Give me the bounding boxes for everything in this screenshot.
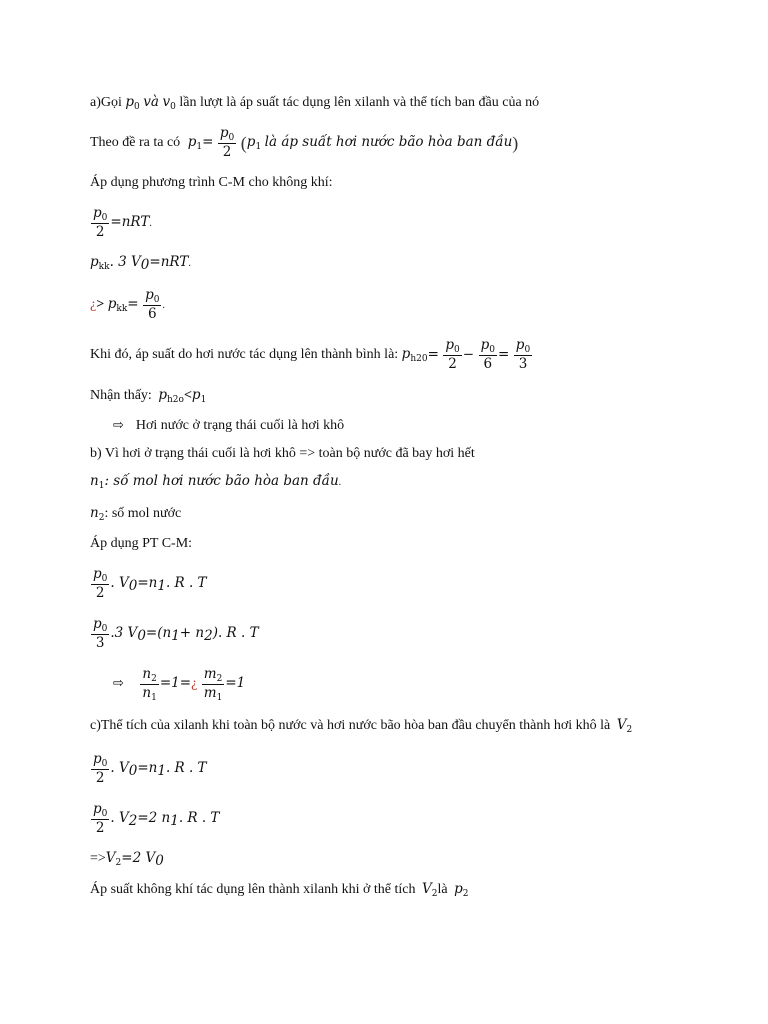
p1-description: là áp suất hơi nước bão hòa ban đầu xyxy=(264,134,513,151)
equation-c1: $\frac{p_0}{2}$ . $V_0=n_1$. R . T xyxy=(93,751,207,786)
equation-p0-half-nrt: $\frac{p_0}{2}$ =nRT. xyxy=(93,205,152,240)
vapor-pressure-line: Khi đó, áp suất do hơi nước tác dụng lên thành bình là: $p_{h20}=$ $\frac{p_0}{2}$ − $\frac{p_0}{6}$ = $\frac{p_0}{3}$ xyxy=(90,337,531,372)
equals-sign: = xyxy=(202,134,214,151)
arrow-icon: ⇨ xyxy=(113,676,124,692)
equation-b1: $\frac{p_0}{2}$ . $V_0=n_1$. R . T xyxy=(93,566,207,601)
conclusion-a-line: ⇨ Hơi nước ở trạng thái cuối là hơi khô xyxy=(113,418,345,433)
theo-de-text: Theo đề ra ta có xyxy=(90,135,181,151)
n2-definition: $n_2$: số mol nước xyxy=(90,505,182,523)
equation-b3: ⇨ $\frac{n_2}{n_1}$ =1=¿ $\frac{m_2}{m_1}$ =1 xyxy=(113,666,246,703)
apdung-pt-text: Áp dụng PT C-M: xyxy=(90,536,193,551)
part-c-intro: c)Thể tích của xilanh khi toàn bộ nước và hơi nước bão hòa ban đầu chuyển thành hơi khô là $V_2$ xyxy=(90,717,633,735)
arrow-icon: ⇨ xyxy=(113,418,124,433)
equation-c3: $=>V_2=2$ $V_0$ xyxy=(90,850,164,869)
last-line: Áp suất không khí tác dụng lên thành xilanh khi ở thể tích $V_2là$ $p_2$ xyxy=(90,881,469,899)
p0-symbol: $p_0$ xyxy=(125,94,140,112)
equation-pkk-result: ¿> $p_{kk}=$ $\frac{p_0}{6}$ . xyxy=(90,287,165,322)
equation-c2: $\frac{p_0}{2}$ . $V_2=2$ $n_1$. R . T xyxy=(93,801,220,836)
intro-rest-text: lần lượt là áp suất tác dụng lên xilanh và thể tích ban đầu của nó xyxy=(179,95,540,110)
apdung-cm-text: Áp dụng phương trình C-M cho không khí: xyxy=(90,175,333,190)
p1-definition-line: Theo đề ra ta có $p_1=$ $\frac{p_0}{2}$ ($p_1$ là áp suất hơi nước bão hòa ban đầu) xyxy=(90,125,519,160)
v0-symbol: $v_0$ xyxy=(162,94,176,112)
part-a-intro-line xyxy=(90,96,539,110)
part-b-intro: b) Vì hơi ở trạng thái cuối là hơi khô => toàn bộ nước đã bay hơi hết xyxy=(90,446,475,461)
equation-pkk-3v0: $p_{kk}$. 3 $V_0=nRT$. xyxy=(90,254,191,273)
intro-text: a)Gọi xyxy=(90,95,122,110)
p0-over-2-fraction: $\frac{p_0}{2}$ xyxy=(219,125,235,160)
p1-note-symbol: $p_1$ xyxy=(246,134,262,153)
nhan-thay-line: Nhận thấy: $p_{h2o}<p_1$ xyxy=(90,387,207,405)
va-text: và xyxy=(143,94,159,110)
p1-symbol: $p_1$ xyxy=(187,134,203,153)
equation-b2: $\frac{p_0}{3}$ .3 $V_0=(n_1+ n_2)$. R . T xyxy=(93,616,259,651)
n1-definition: $n_1$: số mol hơi nước bão hòa ban đầu. xyxy=(90,473,342,491)
